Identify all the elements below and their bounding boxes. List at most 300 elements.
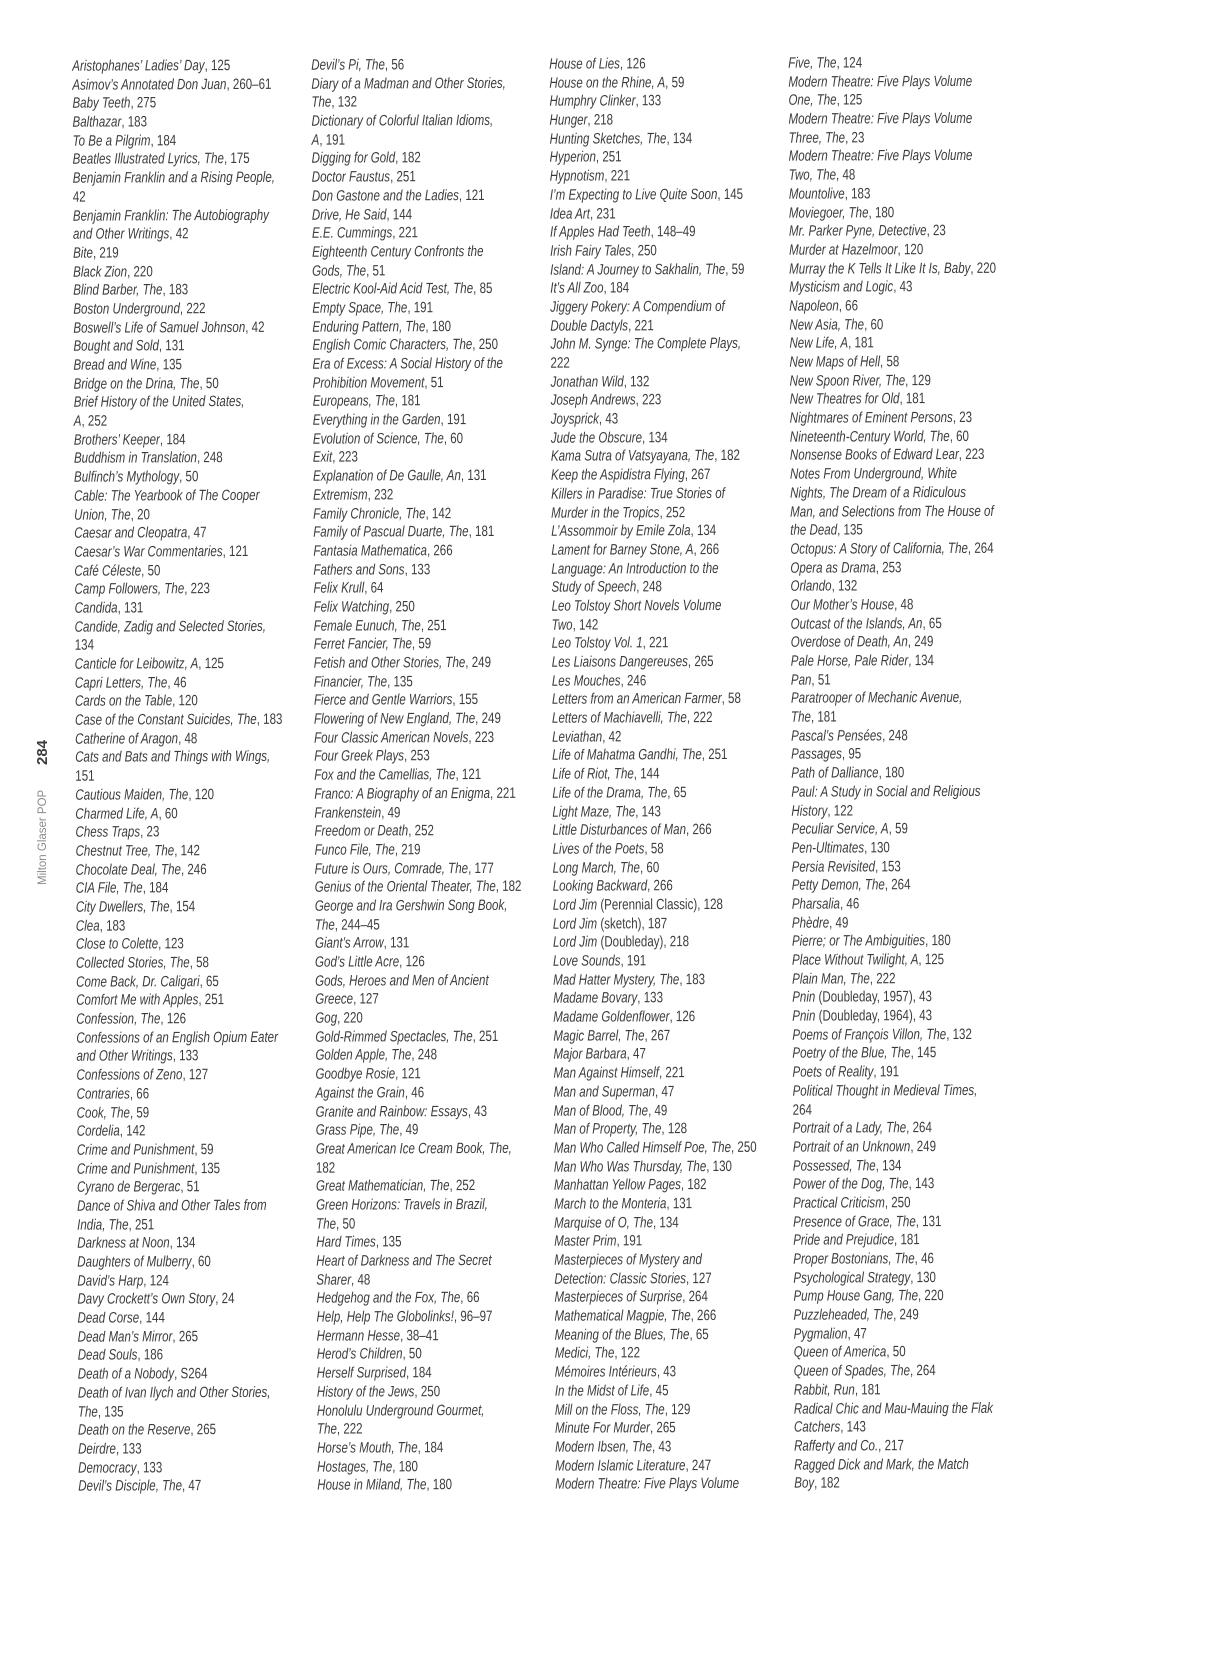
index-entry-line [312, 168, 543, 188]
index-entry-line [317, 1364, 548, 1384]
entry-title: Crime and Punishment [76, 1159, 195, 1178]
entry-page-reference: , 42 [169, 225, 189, 243]
entry-page-reference: , 59 [725, 260, 745, 278]
index-entry-line [75, 767, 306, 787]
entry-title: Cats and Bats and Things with Wings, [75, 748, 271, 767]
index-entry-line [76, 991, 307, 1011]
entry-title: Bite [73, 244, 94, 262]
index-entry-line [555, 1382, 786, 1402]
entry-title: Close to Colette [75, 935, 159, 954]
index-entry-line [76, 1028, 307, 1048]
index-entry-line [312, 130, 543, 150]
index-entry-line [77, 1085, 308, 1105]
entry-title: Life of Riot, The [552, 765, 634, 783]
index-entry-line [316, 1102, 547, 1122]
index-entry-line [77, 1141, 308, 1161]
index-entry-line [791, 708, 1022, 728]
entry-title: Prohibition Movement [312, 373, 425, 392]
index-entry-line [78, 1327, 309, 1347]
index-entry-line [312, 224, 543, 244]
entry-page-reference: , 49 [648, 1101, 668, 1119]
index-entry-line [791, 633, 1022, 653]
entry-page-reference: , 134 [875, 1156, 902, 1174]
entry-page-reference: , 47 [626, 1045, 646, 1063]
entry-page-reference: , 132 [331, 93, 358, 111]
index-entry-line [789, 203, 1020, 223]
entry-page-reference: , 46 [914, 1250, 934, 1268]
index-entry-line [72, 113, 303, 133]
index-entry-line [551, 559, 782, 579]
index-entry-line [312, 205, 543, 225]
entry-page-reference: , 184 [159, 430, 186, 449]
index-entry-line [790, 409, 1021, 429]
entry-page-reference: , 184 [417, 1439, 444, 1457]
entry-title: Marquise of O, The [554, 1213, 654, 1232]
entry-title: Cautious Maiden, The [75, 786, 189, 804]
index-entry-line [312, 355, 543, 375]
entry-page-reference: , 266 [647, 877, 673, 895]
entry-page-reference: , 249 [910, 1137, 937, 1156]
entry-title: Don Gastone and the Ladies [311, 186, 459, 205]
index-entry-line [72, 57, 303, 77]
entry-title: Cook, The [76, 1103, 130, 1122]
entry-page-reference: , 60 [158, 804, 178, 822]
entry-title: Path of Dalliance [791, 764, 879, 782]
entry-page-reference: , 221 [642, 634, 669, 652]
index-entry-line [75, 748, 306, 768]
entry-title: Chess Traps [75, 823, 141, 841]
entry-title: George and Ira Gershwin Song Book, [314, 896, 508, 915]
entry-title: Confessions of Zeno [76, 1066, 183, 1084]
entry-page-reference: , 184 [603, 279, 630, 297]
index-entry-line [75, 823, 306, 843]
entry-title: Joysprick [550, 410, 599, 428]
entry-page-reference: , 135 [375, 1233, 402, 1251]
index-entry-line [316, 1214, 547, 1234]
index-entry-line [794, 1474, 1025, 1494]
entry-page-reference: , 132 [946, 1025, 972, 1043]
entry-title: Golden Apple, The [315, 1046, 412, 1065]
entry-page-reference: , 250 [730, 1138, 757, 1156]
index-entry-line [552, 653, 783, 673]
entry-title: Moviegoer, The [788, 203, 869, 222]
entry-title: Catchers [793, 1418, 841, 1436]
entry-title: Europeans, The [312, 392, 395, 411]
entry-page-reference: , 129 [664, 1400, 691, 1418]
index-entry-line [315, 859, 546, 879]
entry-title: Dead Corse [77, 1309, 140, 1327]
entry-title: Power of the Dog, The [792, 1175, 909, 1193]
entry-page-reference: , 47 [847, 1325, 867, 1343]
entry-page-reference: , 120 [897, 241, 924, 259]
entry-page-reference: , 125 [918, 951, 945, 969]
entry-title: The [311, 93, 332, 112]
entry-page-reference: , 59 [888, 820, 908, 838]
entry-page-reference: , 42 [602, 728, 622, 746]
index-entry-line [316, 1140, 547, 1160]
entry-title: Ferret Fancier, The [313, 635, 412, 654]
entry-title: Detection: Classic Stories [554, 1269, 686, 1288]
entry-page-reference: , 221 [392, 224, 418, 242]
entry-title: E.E. Cummings [311, 224, 393, 242]
entry-page-reference: , 181 [893, 1231, 920, 1249]
entry-page-reference: , 121 [458, 186, 485, 204]
entry-title: Hypnotism [549, 167, 605, 185]
entry-title: House of Lies [549, 55, 620, 73]
entry-page-reference: , 247 [685, 1456, 712, 1474]
entry-title: Sharer [316, 1271, 352, 1289]
entry-page-reference: , 58 [879, 353, 900, 371]
index-entry-line [794, 1381, 1025, 1401]
index-entry-line [790, 540, 1021, 560]
entry-page-reference: , 182 [680, 1176, 707, 1194]
entry-page-reference: , 58 [721, 690, 741, 708]
index-entry-line [314, 598, 545, 618]
entry-title: Two [551, 616, 573, 634]
entry-page-reference: , 120 [172, 692, 198, 710]
index-entry-line [789, 185, 1020, 205]
entry-page-reference: , 223 [635, 391, 662, 409]
entry-title: Petty Demon, The [791, 876, 885, 894]
index-entry-line [75, 673, 306, 693]
index-entry-line [555, 1456, 786, 1476]
entry-page-reference: , 60 [949, 427, 969, 445]
index-entry-line [793, 1119, 1024, 1139]
entry-title: History of the Jews [316, 1383, 415, 1401]
index-entry-line [77, 1215, 308, 1235]
index-entry-line [315, 915, 546, 935]
index-entry-line [313, 504, 544, 524]
index-entry-line [315, 1046, 546, 1066]
entry-page-reference: , 180 [425, 317, 452, 335]
entry-title: Death of Ivan Ilych and Other Stories, [77, 1383, 271, 1402]
index-entry-line [317, 1476, 548, 1496]
entry-page-reference: , 250 [631, 242, 657, 260]
entry-title: Frankenstein [314, 803, 382, 822]
entry-page-reference: , 155 [452, 691, 479, 709]
entry-page-reference: , 253 [875, 558, 902, 576]
entry-page-reference: , 183 [844, 185, 871, 203]
index-entry-line [552, 821, 783, 841]
entry-page-reference: , 183 [99, 917, 126, 935]
index-entry-line [317, 1420, 548, 1440]
index-entry-line [76, 972, 307, 992]
entry-title: Capri Letters, The [74, 673, 168, 692]
entry-title: Modern Ibsen, The [555, 1438, 653, 1456]
entry-title: Paratrooper of Mechanic Avenue, [790, 689, 963, 708]
index-entry-line [552, 634, 783, 654]
entry-page-reference: , 182 [814, 1474, 840, 1492]
index-entry-line [788, 54, 1019, 74]
entry-page-reference: (Doubleday, 1964), 43 [815, 1007, 933, 1025]
entry-title: The [314, 916, 335, 934]
index-entry-line [76, 954, 307, 974]
entry-page-reference: , 43 [467, 1102, 488, 1120]
entry-title: Peculiar Service, A [791, 820, 889, 838]
entry-title: Devil’s Pi, The [311, 56, 385, 74]
entry-page-reference: , 232 [367, 486, 394, 504]
entry-title: Masterpieces of Surprise [554, 1288, 683, 1307]
entry-page-reference: , 123 [158, 935, 184, 953]
entry-title: Come Back, Dr. Caligari [76, 972, 200, 991]
entry-page-reference: , 265 [190, 1421, 217, 1439]
entry-title: Plain Man, The [792, 970, 870, 988]
entry-page-reference: , 132 [623, 372, 650, 391]
entry-page-reference: , 186 [137, 1346, 164, 1364]
entry-page-reference: , 144 [386, 205, 413, 223]
entry-title: Mathematical Magpie, The [554, 1307, 691, 1325]
index-entry-line [317, 1383, 548, 1403]
index-entry-line [552, 709, 783, 729]
entry-page-reference: , 127 [353, 990, 379, 1008]
index-entry-line [553, 914, 784, 934]
entry-page-reference: , 121 [455, 766, 482, 784]
entry-title: Ragged Dick and Mark, the Match [794, 1455, 969, 1474]
entry-page-reference: , 125 [204, 57, 231, 75]
entry-page-reference: , 66 [460, 1289, 480, 1307]
index-entry-line [313, 373, 544, 393]
entry-title: Double Dactyls [550, 316, 629, 335]
index-entry-line [792, 988, 1023, 1008]
entry-title: Love Sounds [552, 952, 621, 970]
entry-page-reference: , 220 [917, 1287, 944, 1305]
entry-title: Man, and Selections from The House of [790, 502, 994, 521]
entry-title: Mill on the Floss, The [554, 1400, 665, 1419]
index-entry-line [77, 1234, 308, 1254]
entry-page-reference: , 182 [495, 878, 522, 896]
entry-title: Pale Horse, Pale Rider [790, 652, 909, 670]
entry-title: Minute For Murder [554, 1419, 651, 1437]
entry-title: Overdose of Death, An [790, 633, 908, 652]
index-entry-line [78, 1384, 309, 1404]
entry-page-reference: , 133 [136, 1458, 163, 1477]
entry-title: Portrait of an Unknown [792, 1138, 911, 1156]
entry-title: Café Céleste [74, 561, 142, 580]
entry-page-reference: , 180 [426, 1476, 453, 1494]
entry-page-reference: , 59 [194, 1140, 214, 1159]
index-entry-line [75, 729, 306, 749]
index-entry-line [314, 728, 545, 748]
index-entry-line [73, 131, 304, 151]
index-entry-line [313, 448, 544, 468]
entry-page-reference: , 23 [140, 823, 160, 841]
index-entry-line [76, 1066, 307, 1086]
entry-page-reference: , 266 [426, 541, 453, 560]
entry-title: Felix Krull [313, 579, 365, 597]
entry-page-reference: , 134 [690, 522, 717, 540]
entry-title: Caesar’s War Commentaries [74, 542, 223, 561]
index-entry-line [790, 521, 1021, 541]
entry-title: Mountolive [788, 185, 845, 203]
entry-page-reference: , 134 [169, 1234, 196, 1252]
index-entry-line [551, 372, 782, 392]
entry-page-reference: , 47 [187, 524, 207, 542]
entry-title: Leo Tolstoy Short Novels Volume [551, 596, 722, 615]
entry-page-reference: 151 [75, 767, 95, 785]
entry-page-reference: , 144 [139, 1309, 165, 1327]
entry-page-reference: , 121 [395, 1065, 421, 1083]
entry-title: Heart of Darkness and The Secret [316, 1251, 492, 1270]
index-entry-line [314, 672, 545, 692]
index-entry-line [316, 1270, 547, 1290]
index-entry-line [72, 94, 303, 114]
entry-page-reference: , 191 [873, 1063, 900, 1081]
index-entry-line [315, 897, 546, 917]
index-entry-line [553, 933, 784, 953]
entry-page-reference: , 43 [598, 410, 619, 428]
index-entry-line [77, 1309, 308, 1329]
index-entry-line [550, 186, 781, 206]
entry-title: Man Who Called Himself Poe, The [553, 1138, 732, 1157]
entry-title: Benjamin Franklin: The Autobiography [72, 206, 269, 225]
entry-title: David’s Harp [77, 1272, 144, 1290]
entry-page-reference: , 244–45 [334, 916, 380, 934]
entry-title: Union, The [74, 505, 131, 524]
entry-page-reference: , 251 [420, 616, 447, 634]
entry-title: Our Mother’s House [790, 596, 895, 614]
entry-title: Practical Criticism [793, 1194, 885, 1212]
entry-page-reference: , 249 [893, 1306, 919, 1324]
index-entry-line [793, 1250, 1024, 1270]
entry-title: Dead Souls [77, 1346, 138, 1365]
entry-page-reference: , 143 [908, 1175, 935, 1193]
entry-title: Comfort Me with Apples [76, 991, 199, 1010]
index-entry-line [72, 75, 303, 95]
entry-title: Felix Watching [313, 598, 390, 616]
entry-page-reference: , 223 [468, 728, 495, 746]
index-entry-line [78, 1458, 309, 1478]
index-entry-line [550, 298, 781, 318]
index-entry-line [549, 111, 780, 131]
index-entry-line [550, 204, 781, 224]
index-entry-line [78, 1402, 309, 1422]
entry-title: Black Zion [73, 263, 128, 281]
entry-title: Jiggery Pokery: A Compendium of [550, 297, 725, 316]
index-entry-line [791, 596, 1022, 616]
index-entry-line [77, 1103, 308, 1123]
entry-page-reference: , 126 [160, 1010, 187, 1028]
index-entry-line [553, 1026, 784, 1046]
entry-page-reference: , 96–97 [453, 1308, 493, 1326]
entry-title: Beatles Illustrated Lyrics, The [72, 150, 224, 169]
index-entry-line [789, 128, 1020, 148]
entry-title: Candide, Zadig and Selected Stories, [74, 617, 267, 636]
index-entry-line [314, 822, 545, 842]
index-entry-line [789, 222, 1020, 242]
entry-page-reference: , 223 [332, 448, 358, 467]
entry-page-reference: , 43 [651, 1438, 672, 1456]
index-entry-line [554, 1176, 785, 1196]
index-entry-line [78, 1477, 309, 1497]
entry-page-reference: , 153 [875, 857, 901, 875]
index-entry-line [555, 1400, 786, 1420]
entry-page-reference: , 134 [641, 428, 668, 447]
entry-page-reference: , 264 [682, 1288, 708, 1306]
entry-title: Joseph Andrews [550, 391, 636, 410]
index-entry-line [553, 952, 784, 972]
entry-page-reference: , 135 [837, 521, 863, 539]
index-column-4 [788, 54, 1025, 1494]
entry-title: Rabbit, Run [793, 1381, 855, 1399]
entry-title: Clea [75, 917, 100, 935]
index-entry-line [78, 1440, 309, 1460]
entry-page-reference: , 191 [616, 1232, 643, 1250]
entry-page-reference: , 59 [411, 635, 432, 653]
entry-title: God’s Little Acre [314, 953, 400, 971]
index-entry-line [312, 280, 543, 300]
entry-title: Exit [312, 449, 333, 467]
entry-title: Boy [794, 1474, 815, 1492]
entry-title: Portrait of a Lady, The [792, 1119, 907, 1137]
index-entry-line [73, 244, 304, 264]
entry-page-reference: , 60 [864, 315, 884, 334]
entry-page-reference: , 133 [637, 989, 664, 1007]
index-entry-line [313, 579, 544, 599]
entry-title: Opera as Drama [790, 558, 876, 577]
entry-page-reference: , 223 [958, 446, 985, 464]
entry-title: Lives of the Poets [552, 840, 645, 858]
entry-title: New Theatres for Old [789, 390, 900, 409]
entry-title: Pump House Gang, The [793, 1287, 919, 1306]
entry-title: Funco File, The [314, 841, 395, 859]
entry-page-reference: , 122 [827, 801, 854, 820]
entry-title: Les Mouches [551, 672, 621, 690]
entry-page-reference: , 252 [81, 412, 108, 430]
entry-page-reference: , 131 [666, 1195, 693, 1213]
entry-title: Phèdre [791, 914, 830, 932]
entry-title: Digging for Gold [311, 149, 396, 168]
index-entry-line [793, 1306, 1024, 1326]
index-entry-line [791, 670, 1022, 690]
entry-title: City Dwellers, The [75, 898, 170, 916]
entry-title: Letters of Machiavelli, The [551, 709, 687, 727]
entry-title: Goodbye Rosie [315, 1065, 396, 1083]
entry-title: Help, Help The Globolinks! [316, 1308, 454, 1326]
entry-title: Herod’s Children [316, 1345, 403, 1364]
entry-page-reference: , 144 [633, 765, 660, 783]
index-entry-line [553, 1008, 784, 1028]
entry-page-reference: , 183 [679, 970, 706, 988]
index-entry-line [74, 430, 305, 450]
index-entry-line [791, 764, 1022, 784]
entry-page-reference: , 131 [915, 1212, 942, 1230]
index-entry-line [74, 487, 305, 507]
entry-title: Bridge on the Drina, The [73, 374, 200, 393]
index-entry-line [789, 315, 1020, 335]
entry-title: Genius of the Oriental Theater, The [314, 878, 496, 896]
entry-page-reference: , 133 [172, 1047, 199, 1065]
index-entry-line [789, 353, 1020, 373]
index-entry-line [789, 278, 1020, 298]
entry-title: Great Mathematician, The [315, 1177, 450, 1195]
index-entry-line [791, 820, 1022, 840]
entry-title: Modern Islamic Literature [555, 1456, 686, 1475]
entry-page-reference: , 50 [141, 561, 161, 579]
index-entry-line [74, 449, 305, 469]
entry-title: Chestnut Tree, The [75, 842, 175, 860]
index-entry-line [794, 1399, 1025, 1419]
entry-page-reference: , 47 [181, 1477, 202, 1495]
index-entry-line [313, 429, 544, 449]
entry-title: Outcast of the Islands, An [790, 614, 923, 633]
entry-page-reference: , 50 [886, 1343, 906, 1361]
index-entry-line [76, 935, 307, 955]
entry-page-reference: , 148–49 [650, 223, 696, 241]
entry-title: Pierre; or The Ambiguities [791, 932, 926, 951]
entry-page-reference: , 120 [188, 785, 215, 804]
index-entry-line [74, 524, 305, 544]
entry-title: The [316, 1215, 337, 1233]
